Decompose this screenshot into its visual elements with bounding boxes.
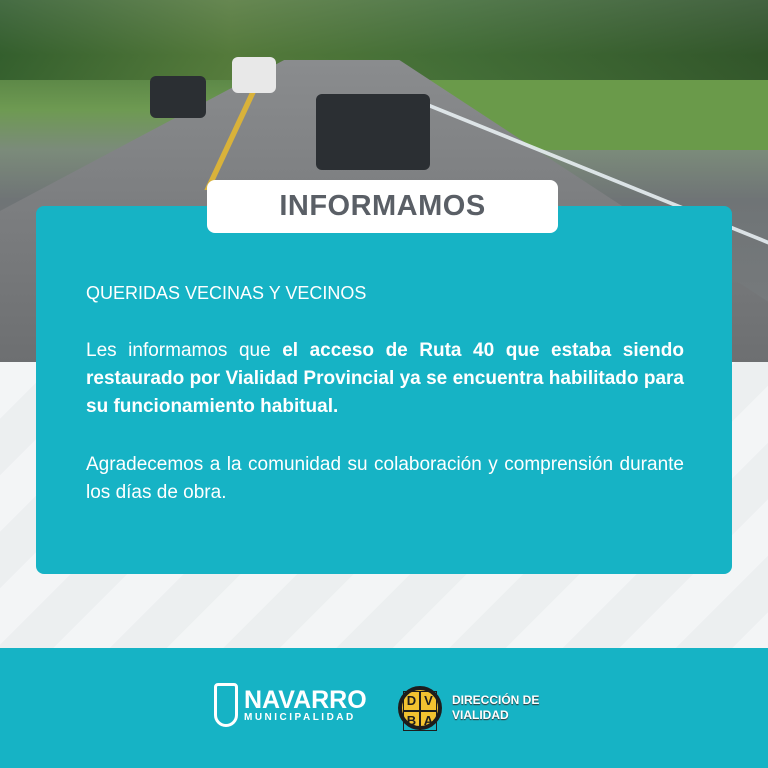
footer bbox=[0, 648, 768, 768]
car bbox=[316, 94, 430, 170]
greeting: QUERIDAS VECINAS Y VECINOS bbox=[86, 283, 367, 303]
car bbox=[150, 76, 206, 118]
paragraph-1: Les informamos que el acceso de Ruta 40 que estaba siendo restaurado por Vialidad Provincial ya se encuentra habilitado para su funcionamiento habitual. bbox=[86, 340, 684, 417]
title-banner: INFORMAMOS bbox=[207, 180, 558, 233]
car bbox=[232, 57, 276, 93]
paragraph-2: Agradecemos a la comunidad su colaboración y comprensión durante los días de obra. bbox=[86, 454, 684, 503]
dvba-logo: D V B A DIRECCIÓN DE VIALIDAD bbox=[398, 686, 539, 730]
dvba-seal-icon: D V B A bbox=[398, 686, 442, 730]
shield-icon bbox=[214, 683, 238, 727]
navarro-logo: NAVARRO MUNICIPALIDAD bbox=[214, 683, 367, 727]
